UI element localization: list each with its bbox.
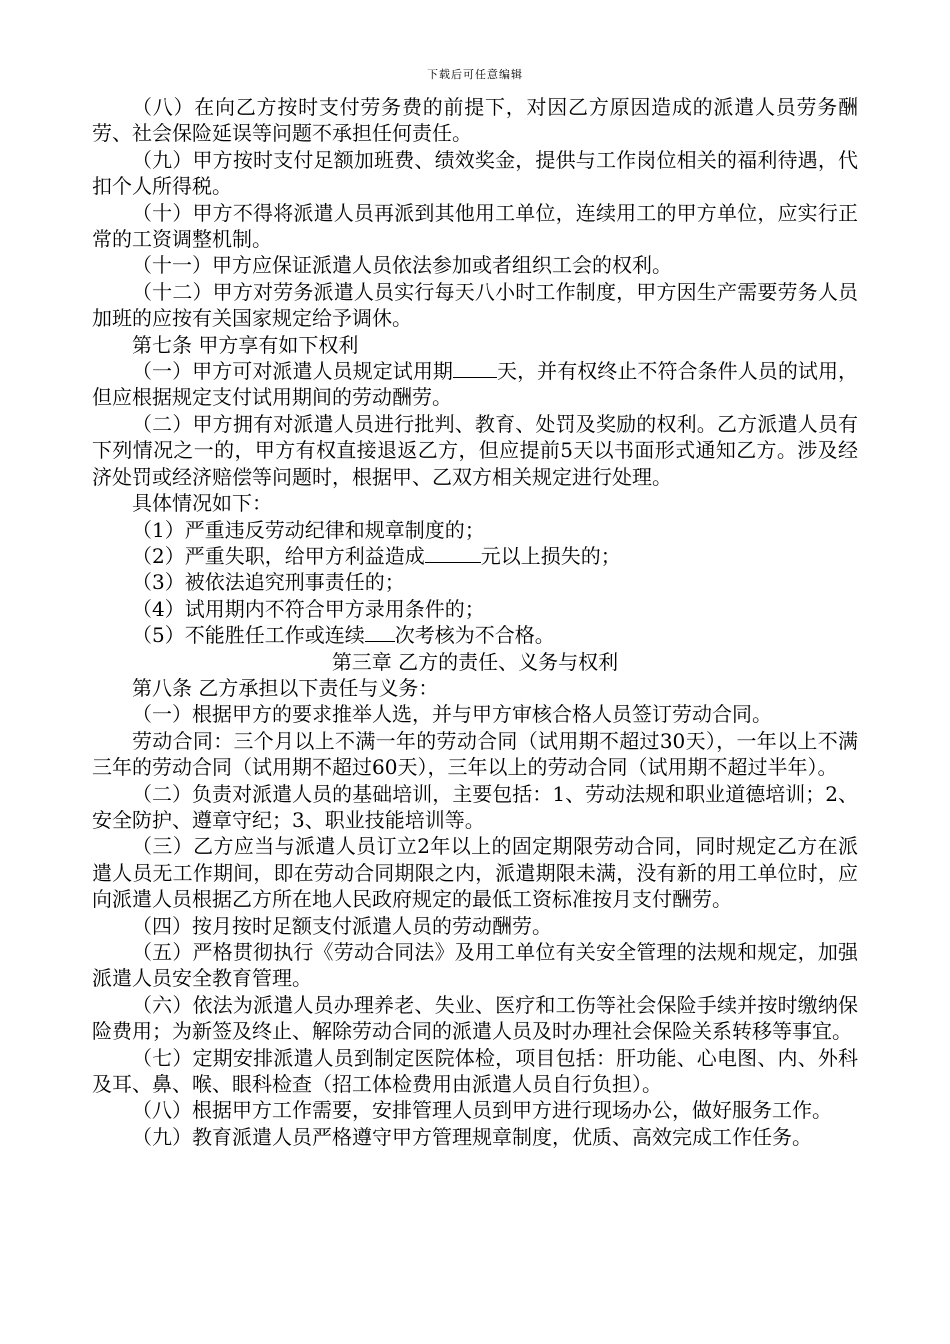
paragraph-b-clause-4: （四）按月按时足额支付派遣人员的劳动酬劳。 (132, 913, 552, 938)
text-before-blank: （一）甲方可对派遣人员规定试用期 (132, 359, 453, 384)
paragraph-b-clause-8: （八）根据甲方工作需要，安排管理人员到甲方进行现场办公，做好服务工作。 (132, 1098, 832, 1123)
paragraph-b-clause-2: （二）负责对派遣人员的基础培训，主要包括：1、劳动法规和职业道德培训；2、安全防护、遵章守纪；3、职业技能培训等。 (92, 781, 858, 832)
text-before-blank: （5）不能胜任工作或连续 (132, 623, 365, 648)
article-8-heading: 第八条 乙方承担以下责任与义务： (132, 675, 439, 700)
text-before-blank: （2）严重失职，给甲方利益造成 (132, 543, 425, 568)
fill-blank[interactable] (425, 544, 481, 563)
paragraph-b-clause-9: （九）教育派遣人员严格遵守甲方管理规章制度，优质、高效完成工作任务。 (132, 1124, 812, 1149)
list-item-5 (92, 622, 858, 648)
paragraph-b-clause-3: （三）乙方应当与派遣人员订立2年以上的固定期限劳动合同，同时规定乙方在派遣人员无工作期间，即在劳动合同期限之内，派遣期限未满，没有新的用工单位时，应向派遣人员根据乙方所在地人民政府规定的最低工资标准按月支付酬劳。 (92, 834, 858, 912)
list-item-4: （4）试用期内不符合甲方录用条件的； (132, 596, 485, 621)
chapter-3-title: 第三章 乙方的责任、义务与权利 (331, 649, 619, 674)
paragraph-clause-9: （九）甲方按时支付足额加班费、绩效奖金，提供与工作岗位相关的福利待遇，代扣个人所得税。 (92, 147, 858, 199)
paragraph-probation (92, 358, 858, 411)
text-after-blank: 元以上损失的； (480, 543, 621, 568)
paragraph-clause-11: （十一）甲方应保证派遣人员依法参加或者组织工会的权利。 (132, 253, 672, 278)
paragraph-b-clause-1: （一）根据甲方的要求推举人选，并与甲方审核合格人员签订劳动合同。 (132, 702, 772, 727)
paragraph-clause-10: （十）甲方不得将派遣人员再派到其他用工单位，连续用工的甲方单位，应实行正常的工资调整机制。 (92, 200, 858, 252)
document-body (92, 94, 858, 1150)
list-item-2 (92, 543, 858, 569)
paragraph-b-clause-5: （五）严格贯彻执行《劳动合同法》及用工单位有关安全管理的法规和规定，加强派遣人员安全教育管理。 (92, 940, 858, 991)
paragraph-clause-8: （八）在向乙方按时支付劳务费的前提下，对因乙方原因造成的派遣人员劳务酬劳、社会保险延误等问题不承担任何责任。 (92, 95, 858, 146)
paragraph-situations-intro: 具体情况如下： (132, 491, 272, 516)
article-7-heading: 第七条 甲方享有如下权利 (132, 332, 359, 357)
fill-blank[interactable] (365, 623, 395, 642)
page-header: 下载后可任意编辑 (427, 68, 523, 81)
fill-blank[interactable] (453, 359, 497, 378)
text-after-blank: 次考核为不合格。 (394, 623, 555, 648)
paragraph-labor-contract: 劳动合同：三个月以上不满一年的劳动合同（试用期不超过30天），一年以上不满三年的劳动合同（试用期不超过60天），三年以上的劳动合同（试用期不超过半年）。 (92, 728, 858, 780)
paragraph-discipline-rights: （二）甲方拥有对派遣人员进行批判、教育、处罚及奖励的权利。乙方派遣人员有下列情况之一的，甲方有权直接退返乙方，但应提前5天以书面形式通知乙方。涉及经济处罚或经济赔偿等问题时，根据甲、乙双方相关规定进行处理。 (92, 411, 858, 489)
paragraph-b-clause-6: （六）依法为派遣人员办理养老、失业、医疗和工伤等社会保险手续并按时缴纳保险费用；为新签及终止、解除劳动合同的派遣人员及时办理社会保险关系转移等事宜。 (92, 992, 858, 1044)
paragraph-b-clause-7: （七）定期安排派遣人员到制定医院体检，项目包括：肝功能、心电图、内、外科及耳、鼻、喉、眼科检查（招工体检费用由派遣人员自行负担）。 (92, 1045, 858, 1097)
list-item-1: （1）严重违反劳动纪律和规章制度的； (132, 517, 485, 542)
list-item-3: （3）被依法追究刑事责任的； (132, 570, 405, 595)
paragraph-clause-12: （十二）甲方对劳务派遣人员实行每天八小时工作制度，甲方因生产需要劳务人员加班的应按有关国家规定给予调休。 (92, 279, 858, 331)
text-after-blank: 天，并有权终止不符合条件人员的试用，但应根据规定支付试用期间的劳动酬劳。 (92, 359, 859, 410)
